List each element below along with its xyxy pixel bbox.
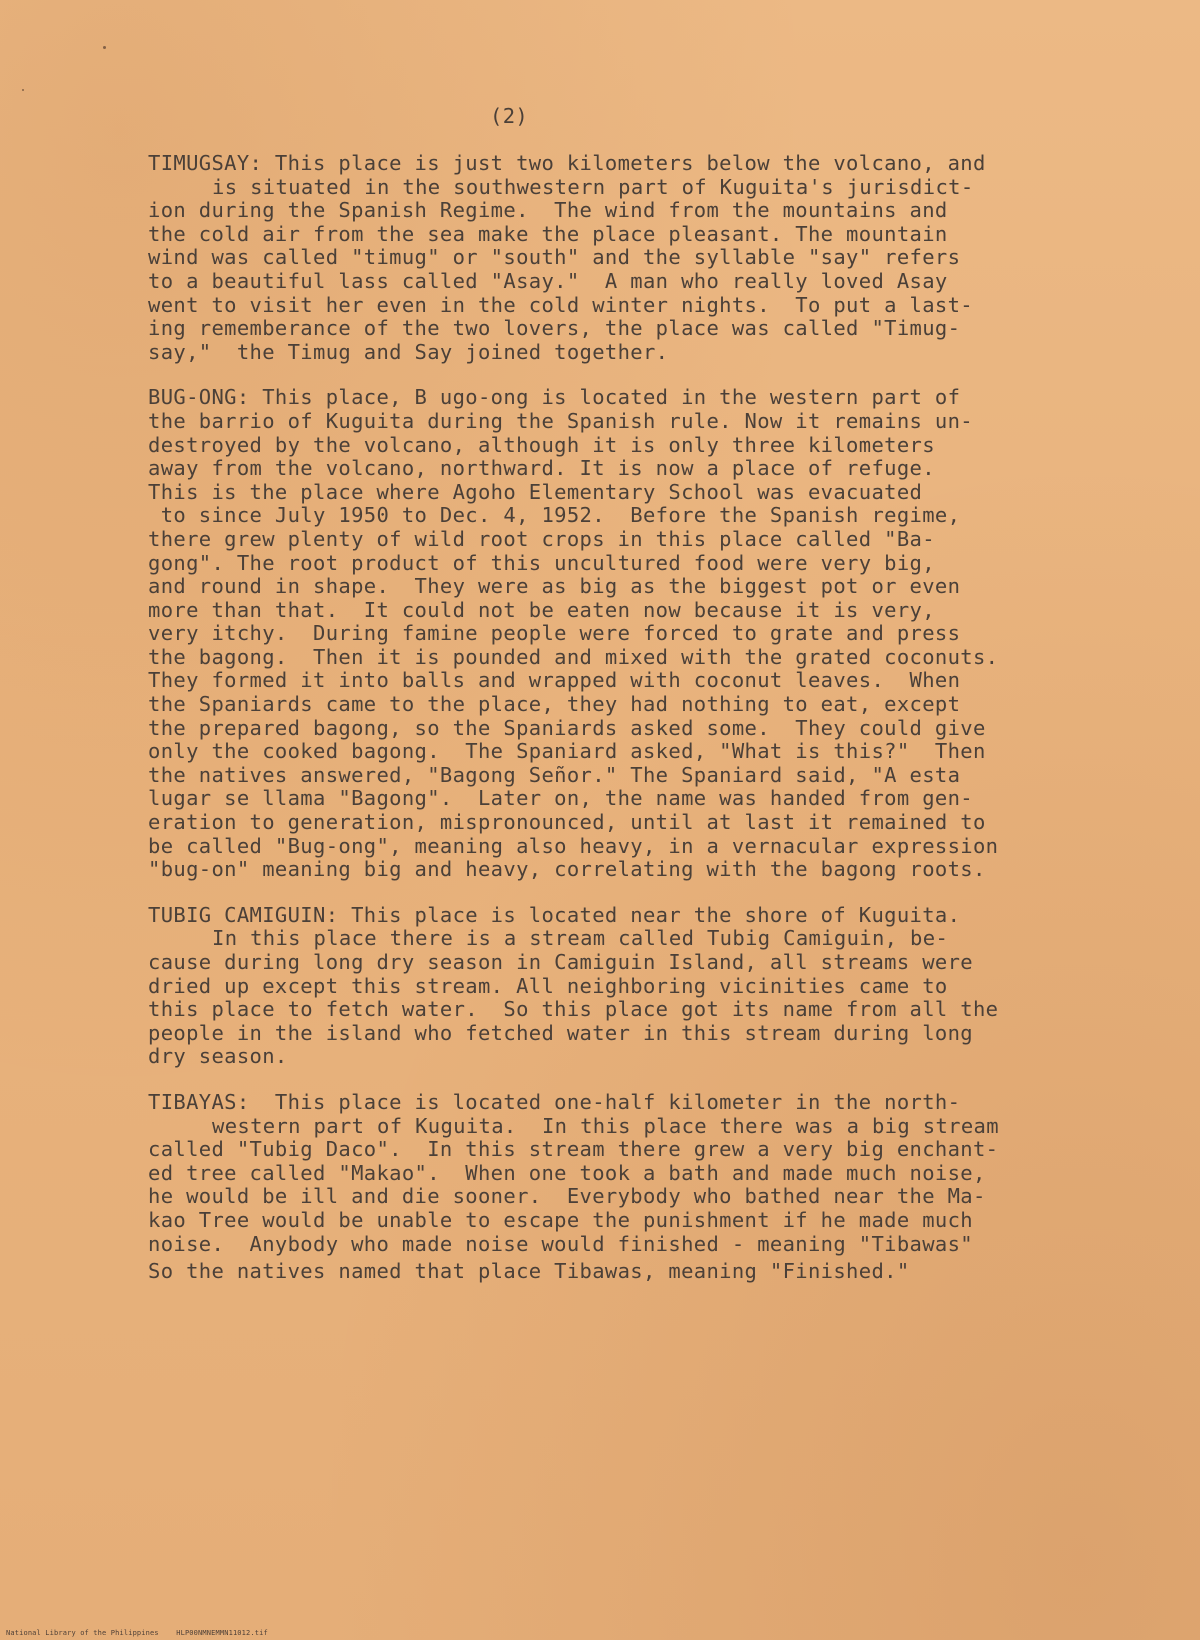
text-line: there grew plenty of wild root crops in this place called "Ba- <box>148 526 935 551</box>
text-line: very itchy. During famine people were forced to grate and press <box>148 621 961 646</box>
text-line: "bug-on" meaning big and heavy, correlating with the bagong roots. <box>148 857 986 882</box>
text-line: called "Tubig Daco". In this stream there grew a very big enchant- <box>148 1137 999 1162</box>
text-line: the barrio of Kuguita during the Spanish rule. Now it remains un- <box>148 408 973 433</box>
text-line: BUG-ONG: This place, B ugo-ong is located in the western part of <box>148 385 961 410</box>
text-line: the cold air from the sea make the place pleasant. The mountain <box>148 221 948 246</box>
text-line: away from the volcano, northward. It is now a place of refuge. <box>148 456 935 481</box>
section-bug-ong <box>148 386 1128 881</box>
text-line: ing rememberance of the two lovers, the place was called "Timug- <box>148 316 961 341</box>
text-line: destroyed by the volcano, although it is only three kilometers <box>148 432 935 457</box>
text-line: more than that. It could not be eaten now because it is very, <box>148 597 935 622</box>
text-line: the natives answered, "Bagong Señor." The Spaniard said, "A esta <box>148 762 961 787</box>
text-line: They formed it into balls and wrapped with coconut leaves. When <box>148 668 961 693</box>
text-line: lugar se llama "Bagong". Later on, the name was handed from gen- <box>148 786 973 811</box>
text-line: dry season. <box>148 1044 288 1069</box>
text-line: This is the place where Agoho Elementary School was evacuated <box>148 479 923 504</box>
text-line: say," the Timug and Say joined together. <box>148 339 669 364</box>
text-line: kao Tree would be unable to escape the punishment if he made much <box>148 1207 973 1232</box>
paper-speck <box>103 46 106 49</box>
document-body <box>148 152 1128 1306</box>
text-line: gong". The root product of this uncultured food were very big, <box>148 550 935 575</box>
text-line: the prepared bagong, so the Spaniards asked some. They could give <box>148 715 986 740</box>
scan-footer: National Library of the Philippines HLP00NMNEMMN11012.tif <box>6 1629 268 1637</box>
text-line: TUBIG CAMIGUIN: This place is located near the shore of Kuguita. <box>148 902 961 927</box>
text-line: he would be ill and die sooner. Everybody who bathed near the Ma- <box>148 1184 986 1209</box>
section-timugsay <box>148 152 1128 364</box>
text-line: the bagong. Then it is pounded and mixed with the grated coconuts. <box>148 644 999 669</box>
text-line: went to visit her even in the cold winter nights. To put a last- <box>148 292 973 317</box>
text-line: eration to generation, mispronounced, until at last it remained to <box>148 810 986 835</box>
section-tibayas <box>148 1091 1128 1284</box>
text-line: and round in shape. They were as big as the biggest pot or even <box>148 574 961 599</box>
text-line: people in the island who fetched water in this stream during long <box>148 1020 973 1045</box>
text-line: ion during the Spanish Regime. The wind from the mountains and <box>148 198 948 223</box>
page-number: (2) <box>490 104 529 128</box>
text-line: TIMUGSAY: This place is just two kilometers below the volcano, and <box>148 151 986 175</box>
text-line: western part of Kuguita. In this place there was a big stream <box>212 1113 999 1138</box>
text-line: is situated in the southwestern part of Kuguita's jurisdict- <box>212 174 974 199</box>
text-line: In this place there is a stream called Tubig Camiguin, be- <box>212 926 949 951</box>
paper-speck <box>22 89 24 91</box>
text-line: TIBAYAS: This place is located one-half kilometer in the north- <box>148 1089 961 1114</box>
section-tubig-camiguin <box>148 904 1128 1069</box>
text-line: ed tree called "Makao". When one took a bath and made much noise, <box>148 1160 986 1185</box>
text-line: noise. Anybody who made noise would finished - meaning "Tibawas" <box>148 1231 973 1256</box>
text-line: this place to fetch water. So this place got its name from all the <box>148 997 999 1022</box>
text-line: So the natives named that place Tibawas, meaning "Finished." <box>148 1259 910 1284</box>
text-line: cause during long dry season in Camiguin Island, all streams were <box>148 950 973 974</box>
text-line: dried up except this stream. All neighboring vicinities came to <box>148 973 948 998</box>
text-line: to since July 1950 to Dec. 4, 1952. Before the Spanish regime, <box>148 503 961 528</box>
text-line: to a beautiful lass called "Asay." A man who really loved Asay <box>148 268 948 293</box>
text-line: the Spaniards came to the place, they had nothing to eat, except <box>148 692 961 717</box>
text-line: be called "Bug-ong", meaning also heavy, in a vernacular expression <box>148 833 999 858</box>
text-line: only the cooked bagong. The Spaniard asked, "What is this?" Then <box>148 739 986 764</box>
text-line: wind was called "timug" or "south" and the syllable "say" refers <box>148 245 961 270</box>
